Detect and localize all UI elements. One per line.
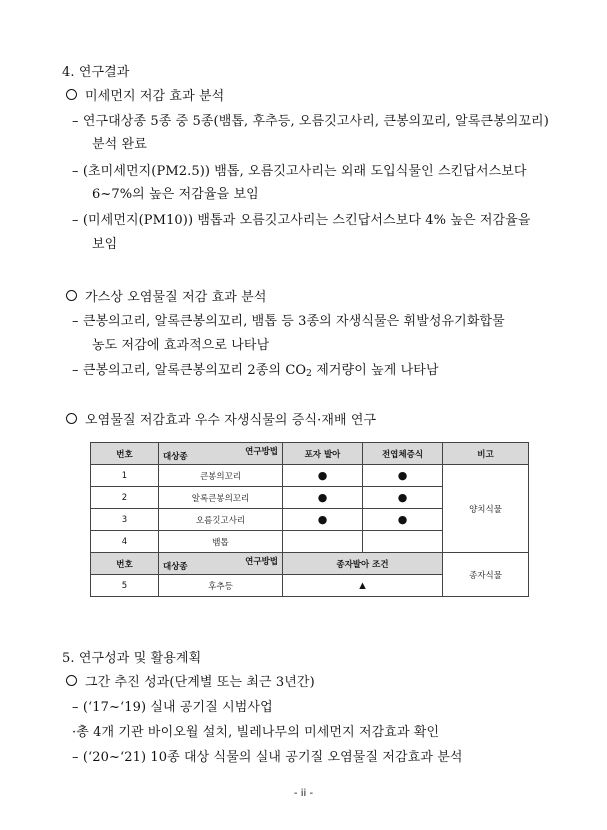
header2-method: 연구방법 bbox=[245, 557, 278, 567]
row-spore-mark: ● bbox=[283, 509, 363, 531]
co2-text-a: – 큰봉의고리, 알록큰봉의꼬리 2종의 CO bbox=[72, 363, 307, 378]
dash-line: – (‘20~‘21) 10종 대상 식물의 실내 공기질 오염물질 저감효과 분석 bbox=[72, 750, 463, 765]
row-species: 오름깃고사리 bbox=[159, 509, 283, 531]
bullet-title: 그간 추진 성과(단계별 또는 최근 3년간) bbox=[85, 675, 315, 690]
header-no: 번호 bbox=[91, 443, 159, 465]
circle-bullet-icon bbox=[66, 413, 77, 424]
row-no: 3 bbox=[91, 509, 159, 531]
dash-line: – (‘17~‘19) 실내 공기질 시범사업 bbox=[72, 700, 273, 715]
row-spore-mark: ● bbox=[283, 487, 363, 509]
row-spore-mark: ● bbox=[283, 465, 363, 487]
header-species: 대상종 bbox=[163, 452, 188, 462]
header2-seed-condition: 종자발아 조건 bbox=[283, 553, 443, 575]
bullet-achievements bbox=[66, 674, 315, 692]
bullet-pm-analysis bbox=[66, 88, 224, 106]
row-species: 후추등 bbox=[159, 575, 283, 597]
dash-line: – 연구대상종 5종 중 5종(뱀톱, 후추등, 오름깃고사리, 큰봉의꼬리, 알록큰봉의꼬리) bbox=[72, 114, 549, 129]
dash-line: – 큰봉의고리, 알록큰봉의꼬리, 뱀톱 등 3종의 자생식물은 휘발성유기화합물 bbox=[72, 314, 505, 329]
bullet-title: 가스상 오염물질 저감 효과 분석 bbox=[85, 290, 267, 305]
section-5-heading: 5. 연구성과 및 활용계획 bbox=[62, 651, 202, 666]
note-fern: 양치식물 bbox=[443, 465, 529, 553]
page-number: - ii - bbox=[293, 788, 314, 799]
bullet-title: 오염물질 저감효과 우수 자생식물의 증식·재배 연구 bbox=[85, 413, 377, 428]
header-spore: 포자 발아 bbox=[283, 443, 363, 465]
dash-line: – (미세먼지(PM10)) 뱀톱과 오름깃고사리는 스킨답서스보다 4% 높은 저감율을 bbox=[72, 213, 531, 228]
row-seed-mark: ▲ bbox=[283, 575, 443, 597]
dash-line-cont: 6~7%의 높은 저감율을 보임 bbox=[92, 187, 259, 202]
dash-line-cont: 분석 완료 bbox=[92, 137, 147, 152]
header-note: 비고 bbox=[443, 443, 529, 465]
circle-bullet-icon bbox=[66, 290, 77, 301]
cultivation-table bbox=[90, 442, 529, 597]
circle-bullet-icon bbox=[66, 89, 77, 100]
row-tissue-mark: ● bbox=[363, 487, 443, 509]
header-method: 연구방법 bbox=[245, 447, 278, 457]
dash-line: – (초미세먼지(PM2.5)) 뱀톱, 오름깃고사리는 외래 도입식물인 스킨답서스보다 bbox=[72, 164, 527, 179]
bullet-gas-analysis bbox=[66, 289, 266, 307]
row-no: 2 bbox=[91, 487, 159, 509]
row-no: 5 bbox=[91, 575, 159, 597]
row-spore-mark bbox=[283, 531, 363, 553]
row-no: 1 bbox=[91, 465, 159, 487]
row-species: 뱀톱 bbox=[159, 531, 283, 553]
row-species: 큰봉의꼬리 bbox=[159, 465, 283, 487]
header-tissue: 전엽체증식 bbox=[363, 443, 443, 465]
note-seed-plant: 종자식물 bbox=[443, 553, 529, 597]
dash-line-co2 bbox=[72, 362, 439, 383]
co2-text-c: 제거량이 높게 나타남 bbox=[311, 363, 439, 378]
header2-method-species bbox=[159, 553, 283, 575]
row-no: 4 bbox=[91, 531, 159, 553]
header2-no: 번호 bbox=[91, 553, 159, 575]
dash-line-cont: 농도 저감에 효과적으로 나타남 bbox=[92, 338, 270, 353]
row-tissue-mark: ● bbox=[363, 509, 443, 531]
header2-species: 대상종 bbox=[163, 562, 188, 572]
table-row bbox=[91, 465, 529, 487]
header-method-species bbox=[159, 443, 283, 465]
bullet-title: 미세먼지 저감 효과 분석 bbox=[85, 89, 225, 104]
dot-line: ·총 4개 기관 바이오월 설치, 빌레나무의 미세먼지 저감효과 확인 bbox=[72, 725, 440, 740]
section-4-heading: 4. 연구결과 bbox=[62, 65, 130, 80]
row-species: 알록큰봉의꼬리 bbox=[159, 487, 283, 509]
row-tissue-mark bbox=[363, 531, 443, 553]
bullet-cultivation bbox=[66, 412, 376, 430]
circle-bullet-icon bbox=[66, 675, 77, 686]
row-tissue-mark: ● bbox=[363, 465, 443, 487]
dash-line-cont: 보임 bbox=[92, 237, 118, 252]
co2-subscript: 2 bbox=[306, 369, 312, 379]
